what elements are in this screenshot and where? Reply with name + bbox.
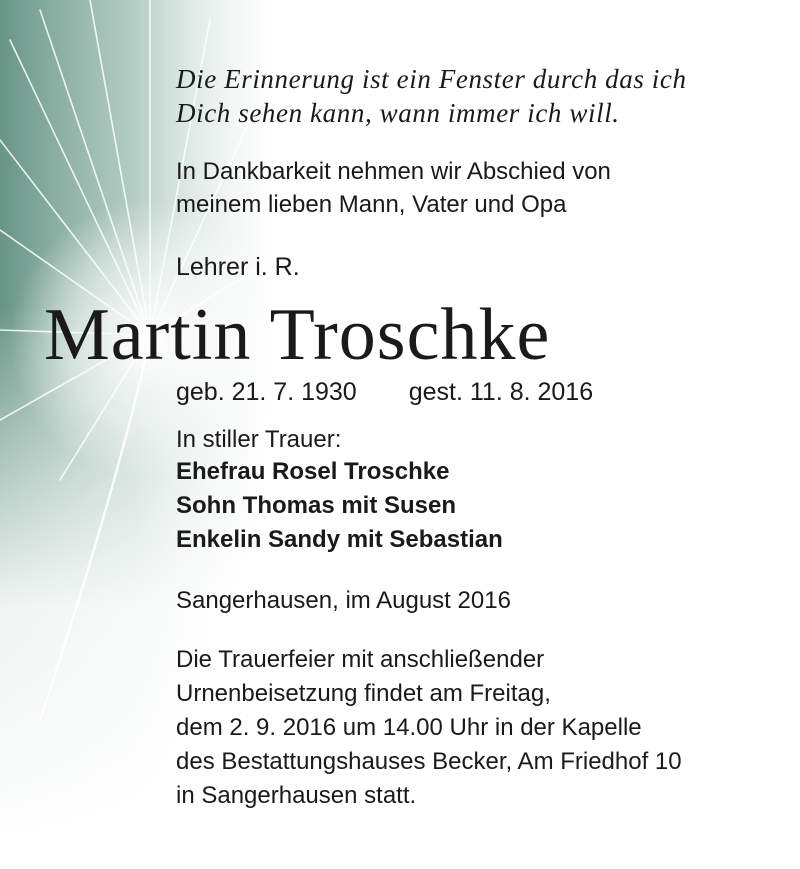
mourner-entry: Sohn Thomas mit Susen <box>176 492 457 519</box>
quote-line: Dich sehen kann, wann immer ich will. <box>176 98 620 128</box>
farewell-intro <box>176 155 611 221</box>
death-date: gest. 11. 8. 2016 <box>408 378 594 406</box>
intro-line: In Dankbarkeit nehmen wir Abschied von <box>176 158 611 185</box>
ceremony-line: in Sangerhausen statt. <box>176 782 417 809</box>
deceased-name: Martin Troschke <box>44 294 551 376</box>
life-dates <box>176 376 593 408</box>
ceremony-line: dem 2. 9. 2016 um 14.00 Uhr in der Kapelle <box>176 714 642 741</box>
ceremony-info <box>176 643 682 813</box>
mourner-entry: Enkelin Sandy mit Sebastian <box>176 526 503 553</box>
place-date: Sangerhausen, im August 2016 <box>176 587 511 614</box>
quote-line: Die Erinnerung ist ein Fenster durch das ich <box>176 64 687 94</box>
deceased-title: Lehrer i. R. <box>176 253 300 281</box>
memorial-quote <box>176 62 687 130</box>
ceremony-line: Urnenbeisetzung findet am Freitag, <box>176 680 551 707</box>
mourners-list <box>176 455 503 557</box>
birth-date: geb. 21. 7. 1930 <box>176 378 357 406</box>
mourner-entry: Ehefrau Rosel Troschke <box>176 458 450 485</box>
ceremony-line: des Bestattungshauses Becker, Am Friedhof 10 <box>176 748 682 775</box>
intro-line: meinem lieben Mann, Vater und Opa <box>176 191 567 218</box>
ceremony-line: Die Trauerfeier mit anschließender <box>176 646 545 673</box>
mourning-label: In stiller Trauer: <box>176 426 342 453</box>
